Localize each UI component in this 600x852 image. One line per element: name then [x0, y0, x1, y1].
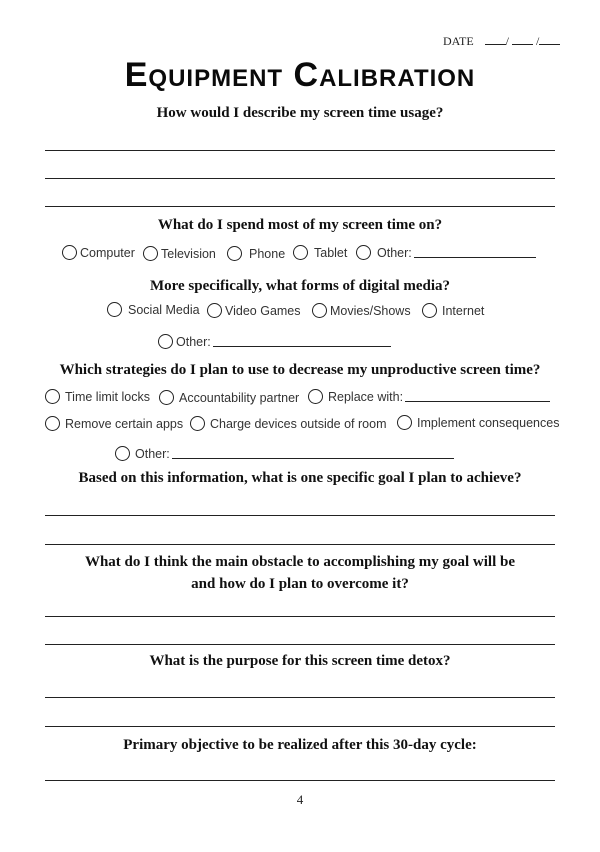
radio-circle[interactable]	[159, 390, 174, 405]
option-social-media[interactable]	[107, 302, 200, 317]
date-year-blank[interactable]	[539, 34, 560, 45]
option-charge-devices[interactable]	[190, 416, 386, 431]
answer-line[interactable]	[45, 206, 555, 207]
date-field[interactable]	[443, 34, 560, 49]
question-screen-time-on: What do I spend most of my screen time on?	[157, 217, 443, 233]
replace-fill-line[interactable]	[405, 391, 550, 402]
radio-circle[interactable]	[45, 389, 60, 404]
radio-circle[interactable]	[422, 303, 437, 318]
option-label: Video Games	[225, 303, 301, 318]
radio-circle[interactable]	[356, 245, 371, 260]
option-label: Other:	[377, 245, 412, 260]
date-label: DATE	[443, 34, 474, 48]
radio-circle[interactable]	[158, 334, 173, 349]
option-movies-shows[interactable]	[312, 303, 411, 318]
question-digital-media: More specifically, what forms of digital media?	[149, 278, 451, 294]
question-specific-goal: Based on this information, what is one specific goal I plan to achieve?	[78, 470, 522, 486]
other-fill-line[interactable]	[414, 247, 536, 258]
option-internet[interactable]	[422, 303, 484, 318]
option-label: Internet	[442, 303, 485, 318]
question-main-obstacle: What do I think the main obstacle to accomplishing my goal will be	[84, 554, 516, 570]
option-label: Accountability partner	[179, 390, 300, 405]
question-primary-objective: Primary objective to be realized after this 30-day cycle:	[123, 737, 477, 753]
question-screen-time-usage: How would I describe my screen time usage?	[156, 105, 444, 121]
option-other-device[interactable]	[356, 245, 536, 260]
radio-circle[interactable]	[115, 446, 130, 461]
option-label: Social Media	[128, 302, 200, 317]
option-label: Computer	[80, 245, 135, 260]
option-time-limit-locks[interactable]	[45, 389, 150, 404]
option-label: Phone	[249, 246, 286, 261]
option-label: Other:	[176, 334, 211, 349]
radio-circle[interactable]	[293, 245, 308, 260]
answer-line[interactable]	[45, 150, 555, 151]
date-month-blank[interactable]	[485, 34, 506, 45]
question-detox-purpose: What is the purpose for this screen time detox?	[149, 653, 451, 669]
option-implement-consequences[interactable]	[397, 415, 559, 430]
radio-circle[interactable]	[143, 246, 158, 261]
question-main-obstacle-continued: and how do I plan to overcome it?	[191, 576, 409, 592]
radio-circle[interactable]	[62, 245, 77, 260]
radio-circle[interactable]	[397, 415, 412, 430]
radio-circle[interactable]	[308, 389, 323, 404]
answer-line[interactable]	[45, 544, 555, 545]
option-label: Implement consequences	[417, 415, 560, 430]
radio-circle[interactable]	[107, 302, 122, 317]
option-remove-apps[interactable]	[45, 416, 183, 431]
option-label: Remove certain apps	[65, 416, 184, 431]
answer-line[interactable]	[45, 697, 555, 698]
option-video-games[interactable]	[207, 303, 301, 318]
other-fill-line[interactable]	[172, 448, 454, 459]
option-label: Tablet	[314, 245, 348, 260]
answer-line[interactable]	[45, 616, 555, 617]
answer-line[interactable]	[45, 178, 555, 179]
date-day-blank[interactable]	[512, 34, 533, 45]
option-television[interactable]	[143, 246, 216, 261]
option-label: Time limit locks	[65, 389, 150, 404]
radio-circle[interactable]	[45, 416, 60, 431]
answer-line[interactable]	[45, 515, 555, 516]
option-phone[interactable]	[227, 246, 285, 261]
option-computer[interactable]	[62, 245, 135, 260]
option-label: Other:	[135, 446, 170, 461]
date-separator: /	[536, 34, 540, 48]
radio-circle[interactable]	[227, 246, 242, 261]
radio-circle[interactable]	[312, 303, 327, 318]
option-accountability-partner[interactable]	[159, 390, 299, 405]
answer-line[interactable]	[45, 780, 555, 781]
other-fill-line[interactable]	[213, 336, 391, 347]
question-strategies: Which strategies do I plan to use to decrease my unproductive screen time?	[59, 362, 541, 378]
page-number: 4	[296, 792, 304, 807]
option-other-strategy[interactable]	[115, 446, 454, 461]
date-separator: /	[505, 34, 510, 48]
page-title: Equipment Calibration	[124, 56, 476, 94]
option-replace-with[interactable]	[308, 389, 550, 404]
radio-circle[interactable]	[190, 416, 205, 431]
option-label: Replace with:	[328, 389, 404, 404]
option-tablet[interactable]	[293, 245, 347, 260]
option-label: Movies/Shows	[330, 303, 411, 318]
answer-line[interactable]	[45, 726, 555, 727]
option-label: Television	[161, 246, 216, 261]
answer-line[interactable]	[45, 644, 555, 645]
radio-circle[interactable]	[207, 303, 222, 318]
option-other-media[interactable]	[158, 334, 391, 349]
option-label: Charge devices outside of room	[210, 416, 387, 431]
